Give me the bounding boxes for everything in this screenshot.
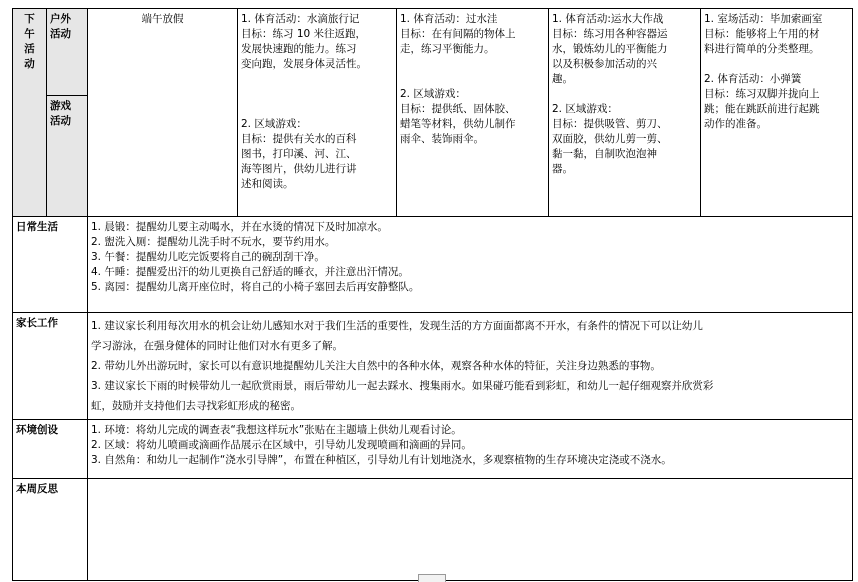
- list-item: 学习游泳，在强身健体的同时让他们对水有更多了解。: [91, 340, 343, 352]
- outdoor-activity-label: 户外 活动: [47, 9, 88, 96]
- list-item: 3. 建议家长下雨的时候带幼儿一起欣赏雨景，雨后带幼儿一起去踩水、搜集雨水。如果碰巧能看到彩虹，和幼儿一起仔细观察并欣赏彩: [91, 380, 714, 392]
- parents-row: [13, 313, 853, 420]
- daily-life-content: [88, 217, 853, 313]
- daily-life-label: 日常生活: [13, 217, 88, 313]
- day5-cell: 1. 室场活动：毕加索画室 目标：能够将上午用的材 料进行简单的分类整理。 2. 体育活动：小弹簧 目标：练习双脚并拢向上 跳；能在跳跃前进行起跳 动作的准备。: [701, 9, 853, 217]
- holiday-cell: 端午放假: [88, 9, 238, 217]
- parents-label: 家长工作: [13, 313, 88, 420]
- day2-cell: 1. 体育活动：水滴旅行记 目标：练习 10 米往返跑， 发展快速跑的能力。练习 变向跑，发展身体灵活性。 2. 区域游戏： 目标：提供有关水的百科 图书，打印溪、河、江、 海等图片，供幼儿进行讲 述和阅读。: [238, 9, 397, 217]
- environment-content: [88, 420, 853, 479]
- list-item: 2. 区域：将幼儿喷画或滴画作品展示在区域中，引导幼儿发现喷画和滴画的异同。: [91, 439, 472, 451]
- weekly-plan-table: [12, 8, 853, 581]
- list-item: 1. 环境：将幼儿完成的调查表“我想这样玩水”张贴在主题墙上供幼儿观看讨论。: [91, 424, 462, 436]
- reflection-row: [13, 479, 853, 581]
- game-activity-label: 游戏 活动: [47, 96, 88, 217]
- list-item: 虹，鼓励并支持他们去寻找彩虹形成的秘密。: [91, 400, 301, 412]
- list-item: 1. 晨锻：提醒幼儿要主动喝水，并在水烫的情况下及时加凉水。: [91, 221, 388, 233]
- afternoon-outdoor-row: [13, 9, 853, 96]
- day3-cell: 1. 体育活动：过水洼 目标：在有间隔的物体上 走，练习平衡能力。 2. 区域游戏： 目标：提供纸、固体胶、 蜡笔等材料，供幼儿制作 雨伞、装饰雨伞。: [397, 9, 549, 217]
- day4-cell: 1. 体育活动:运水大作战 目标：练习用各种容器运 水，锻炼幼儿的平衡能力 以及积极参加活动的兴 趣。 2. 区域游戏： 目标：提供吸管、剪刀、 双面胶，供幼儿剪一剪、 黏一黏，自制吹泡泡神 器。: [549, 9, 701, 217]
- list-item: 4. 午睡：提醒爱出汗的幼儿更换自己舒适的睡衣，并注意出汗情况。: [91, 266, 409, 278]
- environment-row: [13, 420, 853, 479]
- list-item: 5. 离园：提醒幼儿离开座位时，将自己的小椅子塞回去后再安静整队。: [91, 281, 420, 293]
- reflection-label: 本周反思: [13, 479, 88, 581]
- parents-content: [88, 313, 853, 420]
- afternoon-activities-label: 下 午 活 动: [13, 9, 47, 217]
- environment-label: 环境创设: [13, 420, 88, 479]
- list-item: 1. 建议家长利用每次用水的机会让幼儿感知水对于我们生活的重要性，发现生活的方方面面都离不开水，有条件的情况下可以让幼儿: [91, 320, 703, 332]
- list-item: 2. 带幼儿外出游玩时，家长可以有意识地提醒幼儿关注大自然中的各种水体，观察各种水体的特征，关注身边熟悉的事物。: [91, 360, 661, 372]
- list-item: 3. 自然角：和幼儿一起制作“浇水引导牌”，布置在种植区，引导幼儿有计划地浇水，多观察植物的生存环境决定浇或不浇水。: [91, 454, 672, 466]
- list-item: 3. 午餐：提醒幼儿吃完饭要将自己的碗刮刮干净。: [91, 251, 325, 263]
- reflection-content[interactable]: [88, 479, 853, 581]
- daily-life-row: [13, 217, 853, 313]
- list-item: 2. 盥洗入厕：提醒幼儿洗手时不玩水，要节约用水。: [91, 236, 336, 248]
